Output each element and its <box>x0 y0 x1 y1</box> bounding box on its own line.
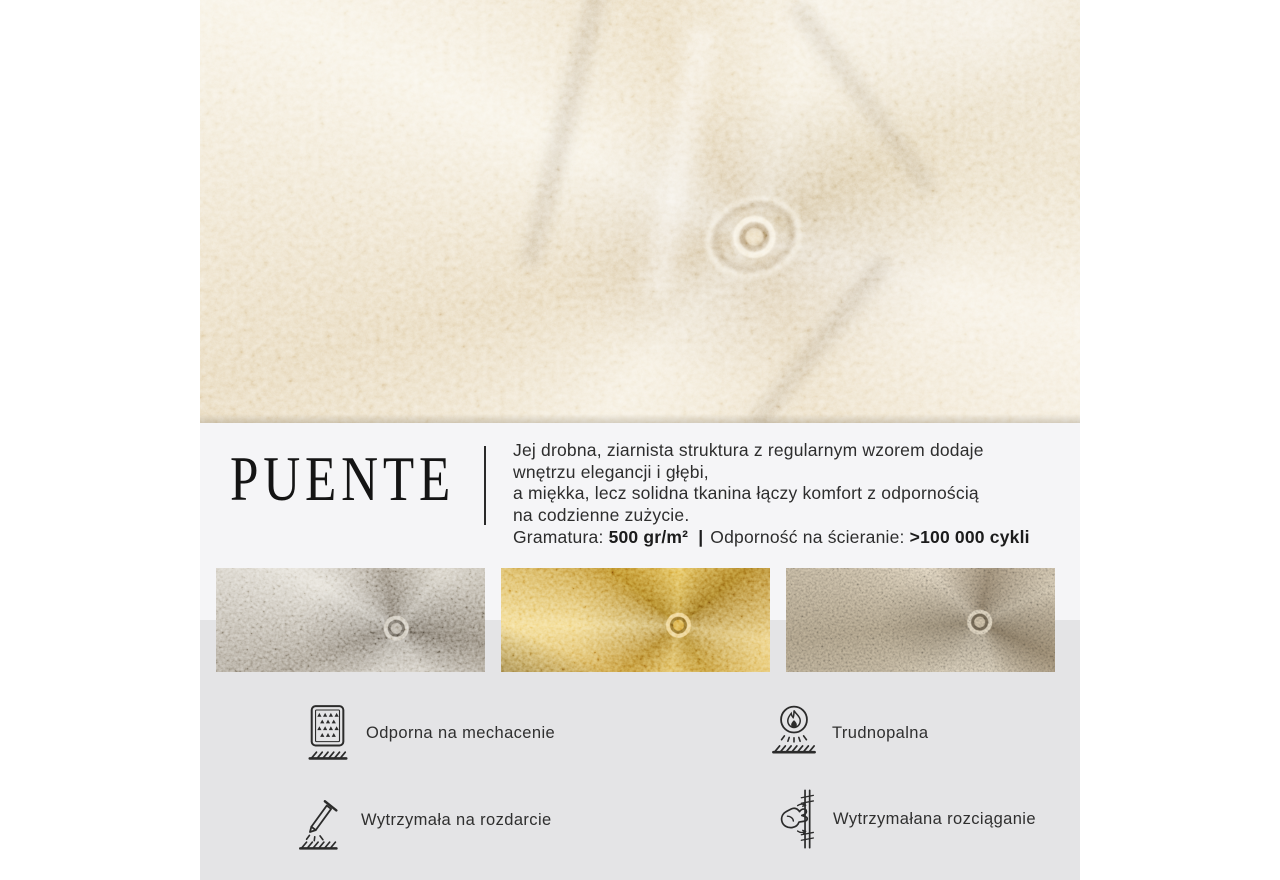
description-line: a miękka, lecz solidna tkanina łączy komfort z odpornością <box>513 483 979 504</box>
feature-stretch-resistant <box>768 786 1036 852</box>
abrasion-label: Odporność na ścieranie: <box>710 526 905 547</box>
tear-resistant-icon <box>296 788 346 852</box>
feature-label: Trudnopalna <box>832 723 929 742</box>
fabric-grain-texture <box>200 0 1080 423</box>
swatch-texture <box>216 568 485 672</box>
feature-label: Odporna na mechacenie <box>366 723 556 742</box>
feature-label: Wytrzymałana rozciąganie <box>833 809 1036 828</box>
feature-tear-resistant <box>296 788 552 852</box>
vertical-divider <box>484 446 486 525</box>
description-line: Jej drobna, ziarnista struktura z regularnym wzorem dodaje <box>513 440 984 460</box>
feature-pilling-resistant <box>305 702 555 764</box>
product-title: PUENTE <box>230 443 456 514</box>
feature-flame-retardant <box>771 702 928 764</box>
swatch-row <box>216 568 1055 672</box>
hero-fabric-photo <box>200 0 1080 423</box>
pilling-resistant-icon <box>305 702 351 764</box>
weight-value: 500 gr/m² <box>608 526 689 547</box>
flame-retardant-icon <box>771 702 817 764</box>
description-line: wnętrzu elegancji i głębi, <box>513 461 709 482</box>
weight-label: Gramatura: <box>513 526 604 547</box>
feature-label: Wytrzymała na rozdarcie <box>361 810 552 829</box>
spec-line <box>513 527 1073 549</box>
swatch-gray-boucle[interactable] <box>216 568 485 672</box>
abrasion-value: >100 000 cykli <box>909 526 1030 547</box>
swatch-beige-boucle[interactable] <box>786 568 1055 672</box>
spec-separator: | <box>698 526 704 547</box>
stretch-resistant-icon <box>768 786 818 852</box>
swatch-texture <box>501 568 770 672</box>
swatch-texture <box>786 568 1055 672</box>
swatch-yellow-boucle[interactable] <box>501 568 770 672</box>
product-description <box>513 440 1073 549</box>
description-line: na codzienne zużycie. <box>513 505 690 526</box>
